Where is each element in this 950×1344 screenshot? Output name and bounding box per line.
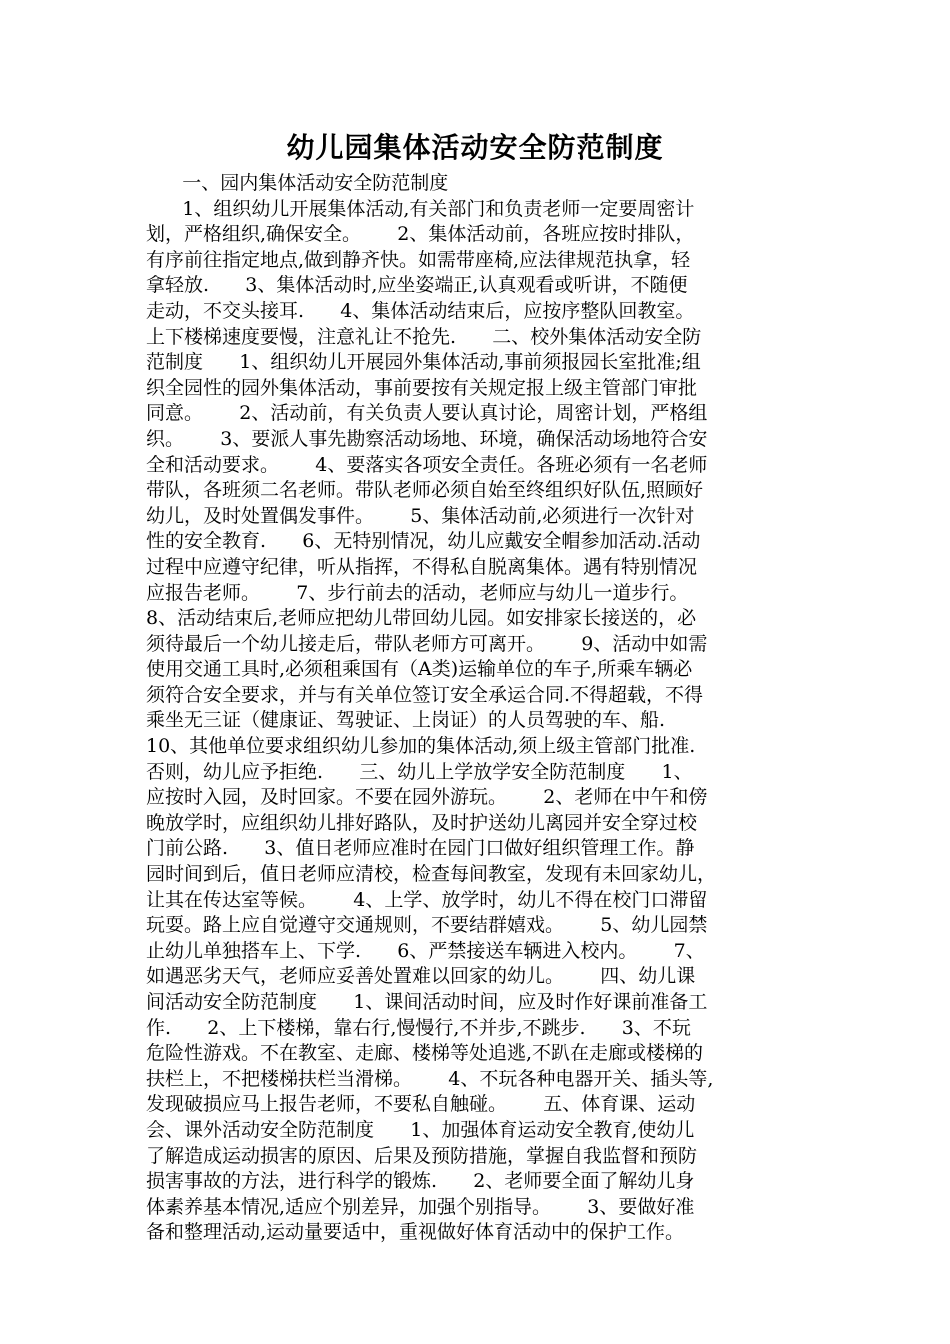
- body-text-line: 扶栏上，不把楼梯扶栏当滑梯。 4、不玩各种电器开关、插头等,: [146, 1067, 714, 1090]
- body-text-line: 使用交通工具时,必须租乘国有（A类)运输单位的车子,所乘车辆必: [146, 658, 693, 681]
- body-text-line: 了解造成运动损害的原因、后果及预防措施，掌握自我监督和预防: [146, 1144, 698, 1167]
- body-text-line: 范制度 1、组织幼儿开展园外集体活动,事前须报园长室批准;组: [146, 351, 701, 374]
- body-text-line: 1、组织幼儿开展集体活动,有关部门和负责老师一定要周密计: [146, 197, 695, 220]
- body-text-line: 性的安全教育. 6、无特别情况，幼儿应戴安全帽参加活动.活动: [146, 530, 701, 553]
- body-text-line: 作. 2、上下楼梯，靠右行,慢慢行,不并步,不跳步. 3、不玩: [146, 1016, 691, 1039]
- body-text-line: 一、园内集体活动安全防范制度: [146, 172, 449, 194]
- body-text-line: 上下楼梯速度要慢，注意礼让不抢先. 二、校外集体活动安全防: [146, 325, 702, 348]
- body-text-line: 体素养基本情况,适应个别差异，加强个别指导。 3、要做好准: [146, 1195, 695, 1218]
- body-text-line: 拿轻放. 3、集体活动时,应坐姿端正,认真观看或听讲，不随便: [146, 274, 688, 297]
- body-text-line: 危险性游戏。不在教室、走廊、楼梯等处追逃,不趴在走廊或楼梯的: [146, 1042, 704, 1065]
- body-text-line: 划，严格组织,确保安全。 2、集体活动前，各班应按时排队，: [146, 223, 695, 246]
- body-text-line: 备和整理活动,运动量要适中，重视做好体育活动中的保护工作。: [146, 1221, 685, 1244]
- document-body: [146, 171, 806, 1246]
- body-text-line: 全和活动要求。 4、要落实各项安全责任。各班必须有一名老师: [146, 453, 708, 476]
- body-text-line: 乘坐无三证（健康证、驾驶证、上岗证）的人员驾驶的车、船.: [146, 709, 666, 732]
- body-text-line: 门前公路. 3、值日老师应准时在园门口做好组织管理工作。静: [146, 837, 695, 860]
- body-text-line: 8、活动结束后,老师应把幼儿带回幼儿园。如安排家长接送的，必: [146, 607, 697, 630]
- body-text-line: 须符合安全要求，并与有关单位签订安全承运合同.不得超载，不得: [146, 683, 704, 706]
- body-text-line: 玩耍。路上应自觉遵守交通规则，不要结群嬉戏。 5、幼儿园禁: [146, 914, 708, 937]
- body-text-line: 晚放学时，应组织幼儿排好路队，及时护送幼儿离园并安全穿过校: [146, 811, 698, 834]
- body-text-line: 园时间到后，值日老师应清校，检查每间教室，发现有未回家幼儿，: [146, 863, 717, 886]
- body-text-line: 织全园性的园外集体活动，事前要按有关规定报上级主管部门审批: [146, 376, 698, 399]
- body-text-line: 有序前往指定地点,做到静齐快。如需带座椅,应法律规范执拿，轻: [146, 248, 691, 271]
- body-text-line: 10、其他单位要求组织幼儿参加的集体活动,须上级主管部门批准.: [146, 735, 696, 758]
- document-title: 幼儿园集体活动安全防范制度: [286, 131, 664, 164]
- body-text-line: 幼儿，及时处置偶发事件。 5、集体活动前,必须进行一次针对: [146, 504, 695, 527]
- body-text-line: 否则，幼儿应予拒绝. 三、幼儿上学放学安全防范制度 1、: [146, 760, 693, 783]
- body-text-line: 应报告老师。 7、步行前去的活动，老师应与幼儿一道步行。: [146, 581, 689, 604]
- body-text-line: 应按时入园，及时回家。不要在园外游玩。 2、老师在中午和傍: [146, 786, 708, 809]
- body-text-line: 让其在传达室等候。 4、上学、放学时，幼儿不得在校门口滞留: [146, 888, 708, 911]
- body-text-line: 织。 3、要派人事先勘察活动场地、环境，确保活动场地符合安: [146, 427, 708, 450]
- body-text-line: 损害事故的方法，进行科学的锻炼. 2、老师要全面了解幼儿身: [146, 1170, 695, 1193]
- body-text-line: 发现破损应马上报告老师，不要私自触碰。 五、体育课、运动: [146, 1093, 696, 1116]
- body-text-line: 如遇恶劣天气，老师应妥善处置难以回家的幼儿。 四、幼儿课: [146, 965, 696, 988]
- body-text-line: 过程中应遵守纪律，听从指挥，不得私自脱离集体。遇有特别情况: [146, 555, 698, 578]
- body-text-line: 间活动安全防范制度 1、课间活动时间，应及时作好课前准备工: [146, 991, 708, 1013]
- body-text-line: 止幼儿单独搭车上、下学. 6、严禁接送车辆进入校内。 7、: [146, 939, 705, 962]
- body-text-line: 带队，各班须二名老师。带队老师必须自始至终组织好队伍,照顾好: [146, 479, 704, 502]
- body-text-line: 会、课外活动安全防范制度 1、加强体育运动安全教育,使幼儿: [146, 1118, 695, 1141]
- body-text-line: 走动，不交头接耳. 4、集体活动结束后，应按序整队回教室。: [146, 299, 695, 322]
- body-text-line: 同意。 2、活动前，有关负责人要认真讨论，周密计划，严格组: [146, 402, 708, 425]
- body-text-line: 须待最后一个幼儿接走后，带队老师方可离开。 9、活动中如需: [146, 632, 708, 655]
